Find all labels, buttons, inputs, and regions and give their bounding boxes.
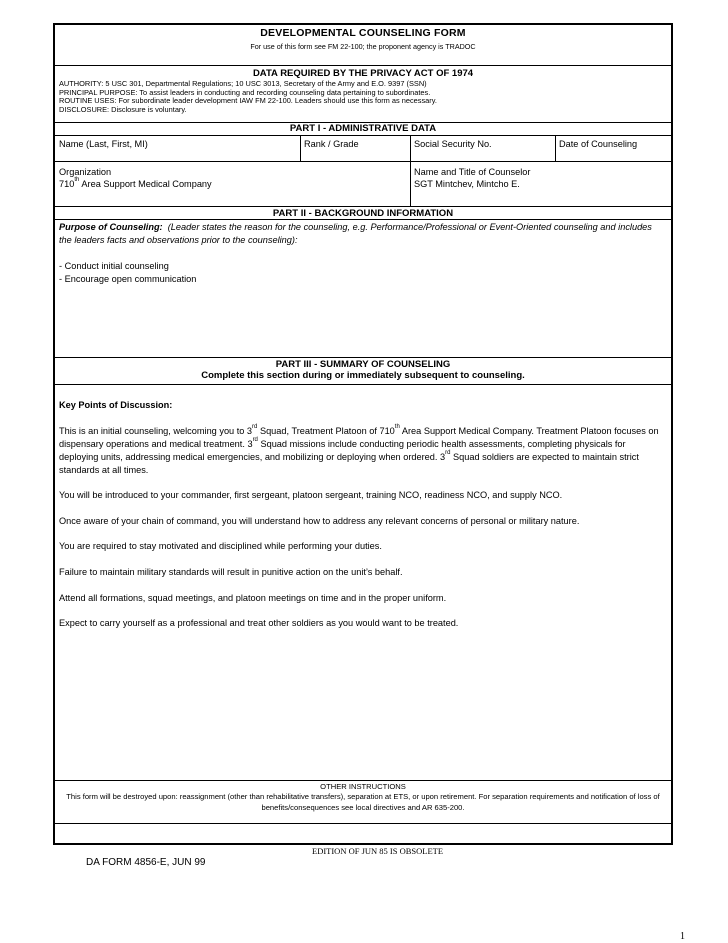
privacy-disclosure: DISCLOSURE: Disclosure is voluntary. [59, 104, 187, 114]
summary-paragraph: Failure to maintain military standards will result in punitive action on the unit’s behalf. [59, 566, 403, 577]
part3-subheader: Complete this section during or immediately subsequent to counseling. [201, 370, 525, 381]
counseling-form [53, 23, 673, 845]
summary-section [55, 399, 671, 769]
part1-row2 [55, 162, 671, 206]
form-subtitle: For use of this form see FM 22-100; the proponent agency is TRADOC [250, 42, 476, 51]
form-number: DA FORM 4856-E, JUN 99 [86, 857, 206, 868]
divider [55, 780, 671, 781]
divider [55, 357, 671, 358]
form-title: DEVELOPMENTAL COUNSELING FORM [260, 27, 466, 39]
other-instructions-header: OTHER INSTRUCTIONS [320, 782, 406, 791]
organization-field [55, 166, 410, 191]
counselor-field [410, 166, 670, 191]
other-instructions [55, 782, 671, 822]
part1-row1 [55, 135, 671, 161]
divider [55, 65, 671, 66]
divider [55, 823, 671, 824]
divider [55, 384, 671, 385]
divider [55, 219, 671, 220]
purpose-hint: (Leader states the reason for the counseling, e.g. Performance/Professional or Event-Oriented counseling and includes the leaders facts and observations prior to the counseling): [59, 222, 652, 245]
counselor-label: Name and Title of Counselor [414, 167, 531, 177]
purpose-label: Purpose of Counseling: [59, 222, 163, 232]
date-label: Date of Counseling [559, 139, 638, 149]
privacy-header: DATA REQUIRED BY THE PRIVACY ACT OF 1974 [252, 68, 474, 79]
privacy-routine-uses: ROUTINE USES: For subordinate leader development IAW FM 22-100. Leaders should use this form as necessary. [59, 96, 437, 106]
privacy-purpose: PRINCIPAL PURPOSE: To assist leaders in conducting and recording counseling data pertaining to subordinates. [59, 87, 431, 97]
organization-label: Organization [59, 167, 112, 177]
purpose-item: - Encourage open communication [59, 274, 197, 284]
ssn-label: Social Security No. [414, 139, 492, 149]
edition-note: EDITION OF JUN 85 IS OBSOLETE [312, 846, 444, 856]
divider [55, 206, 671, 207]
other-instructions-text: This form will be destroyed upon: reassignment (other than rehabilitative transfers), separation at ETS, or upon retirement. For separation requirements and notification of loss of benefits/consequences see local directives and AR 635-200. [66, 792, 660, 812]
counselor-value: SGT Mintchev, Mintcho E. [414, 179, 520, 190]
purpose-text [59, 221, 667, 247]
summary-paragraph: Expect to carry yourself as a professional and treat other soldiers as you would want to be treated. [59, 618, 459, 629]
privacy-authority: AUTHORITY: 5 USC 301, Departmental Regulations; 10 USC 3013, Secretary of the Army and E.O. 9397 (SSN) [59, 79, 427, 88]
purpose-section [55, 221, 671, 357]
rank-label: Rank / Grade [304, 139, 359, 149]
part3-header: PART III - SUMMARY OF COUNSELING [275, 359, 451, 370]
form-title-block [55, 25, 671, 65]
name-label: Name (Last, First, MI) [59, 139, 148, 149]
key-points-label: Key Points of Discussion: [59, 400, 173, 410]
privacy-act-block [55, 67, 671, 122]
part1-header: PART I - ADMINISTRATIVE DATA [289, 123, 437, 134]
organization-value: 710th Area Support Medical Company [59, 177, 212, 190]
summary-paragraph: You will be introduced to your commander, first sergeant, platoon sergeant, training NCO, readiness NCO, and supply NCO. [59, 490, 563, 501]
purpose-item: - Conduct initial counseling [59, 261, 169, 271]
part3-header-block [55, 359, 671, 384]
page-number: 1 [680, 931, 685, 942]
summary-paragraph: You are required to stay motivated and disciplined while performing your duties. [59, 541, 382, 552]
part2-header: PART II - BACKGROUND INFORMATION [272, 208, 454, 219]
summary-paragraph: Once aware of your chain of command, you will understand how to address any relevant concerns of personal or military nature. [59, 515, 580, 526]
summary-paragraph: Attend all formations, squad meetings, and platoon meetings on time and in the proper uniform. [59, 592, 447, 603]
summary-paragraph: This is an initial counseling, welcoming you to 3rd Squad, Treatment Platoon of 710th Area Support Medical Company. Treatment Platoon focuses on dispensary operations and medical treatment. 3rd Squad missions include conducting periodic health assessments, completing physicals for deploying units, addressing medical emergencies, and mobilizing or deploying when ordered. 3rd Squad soldiers are expected to maintain strict standards at all times. [59, 423, 659, 475]
